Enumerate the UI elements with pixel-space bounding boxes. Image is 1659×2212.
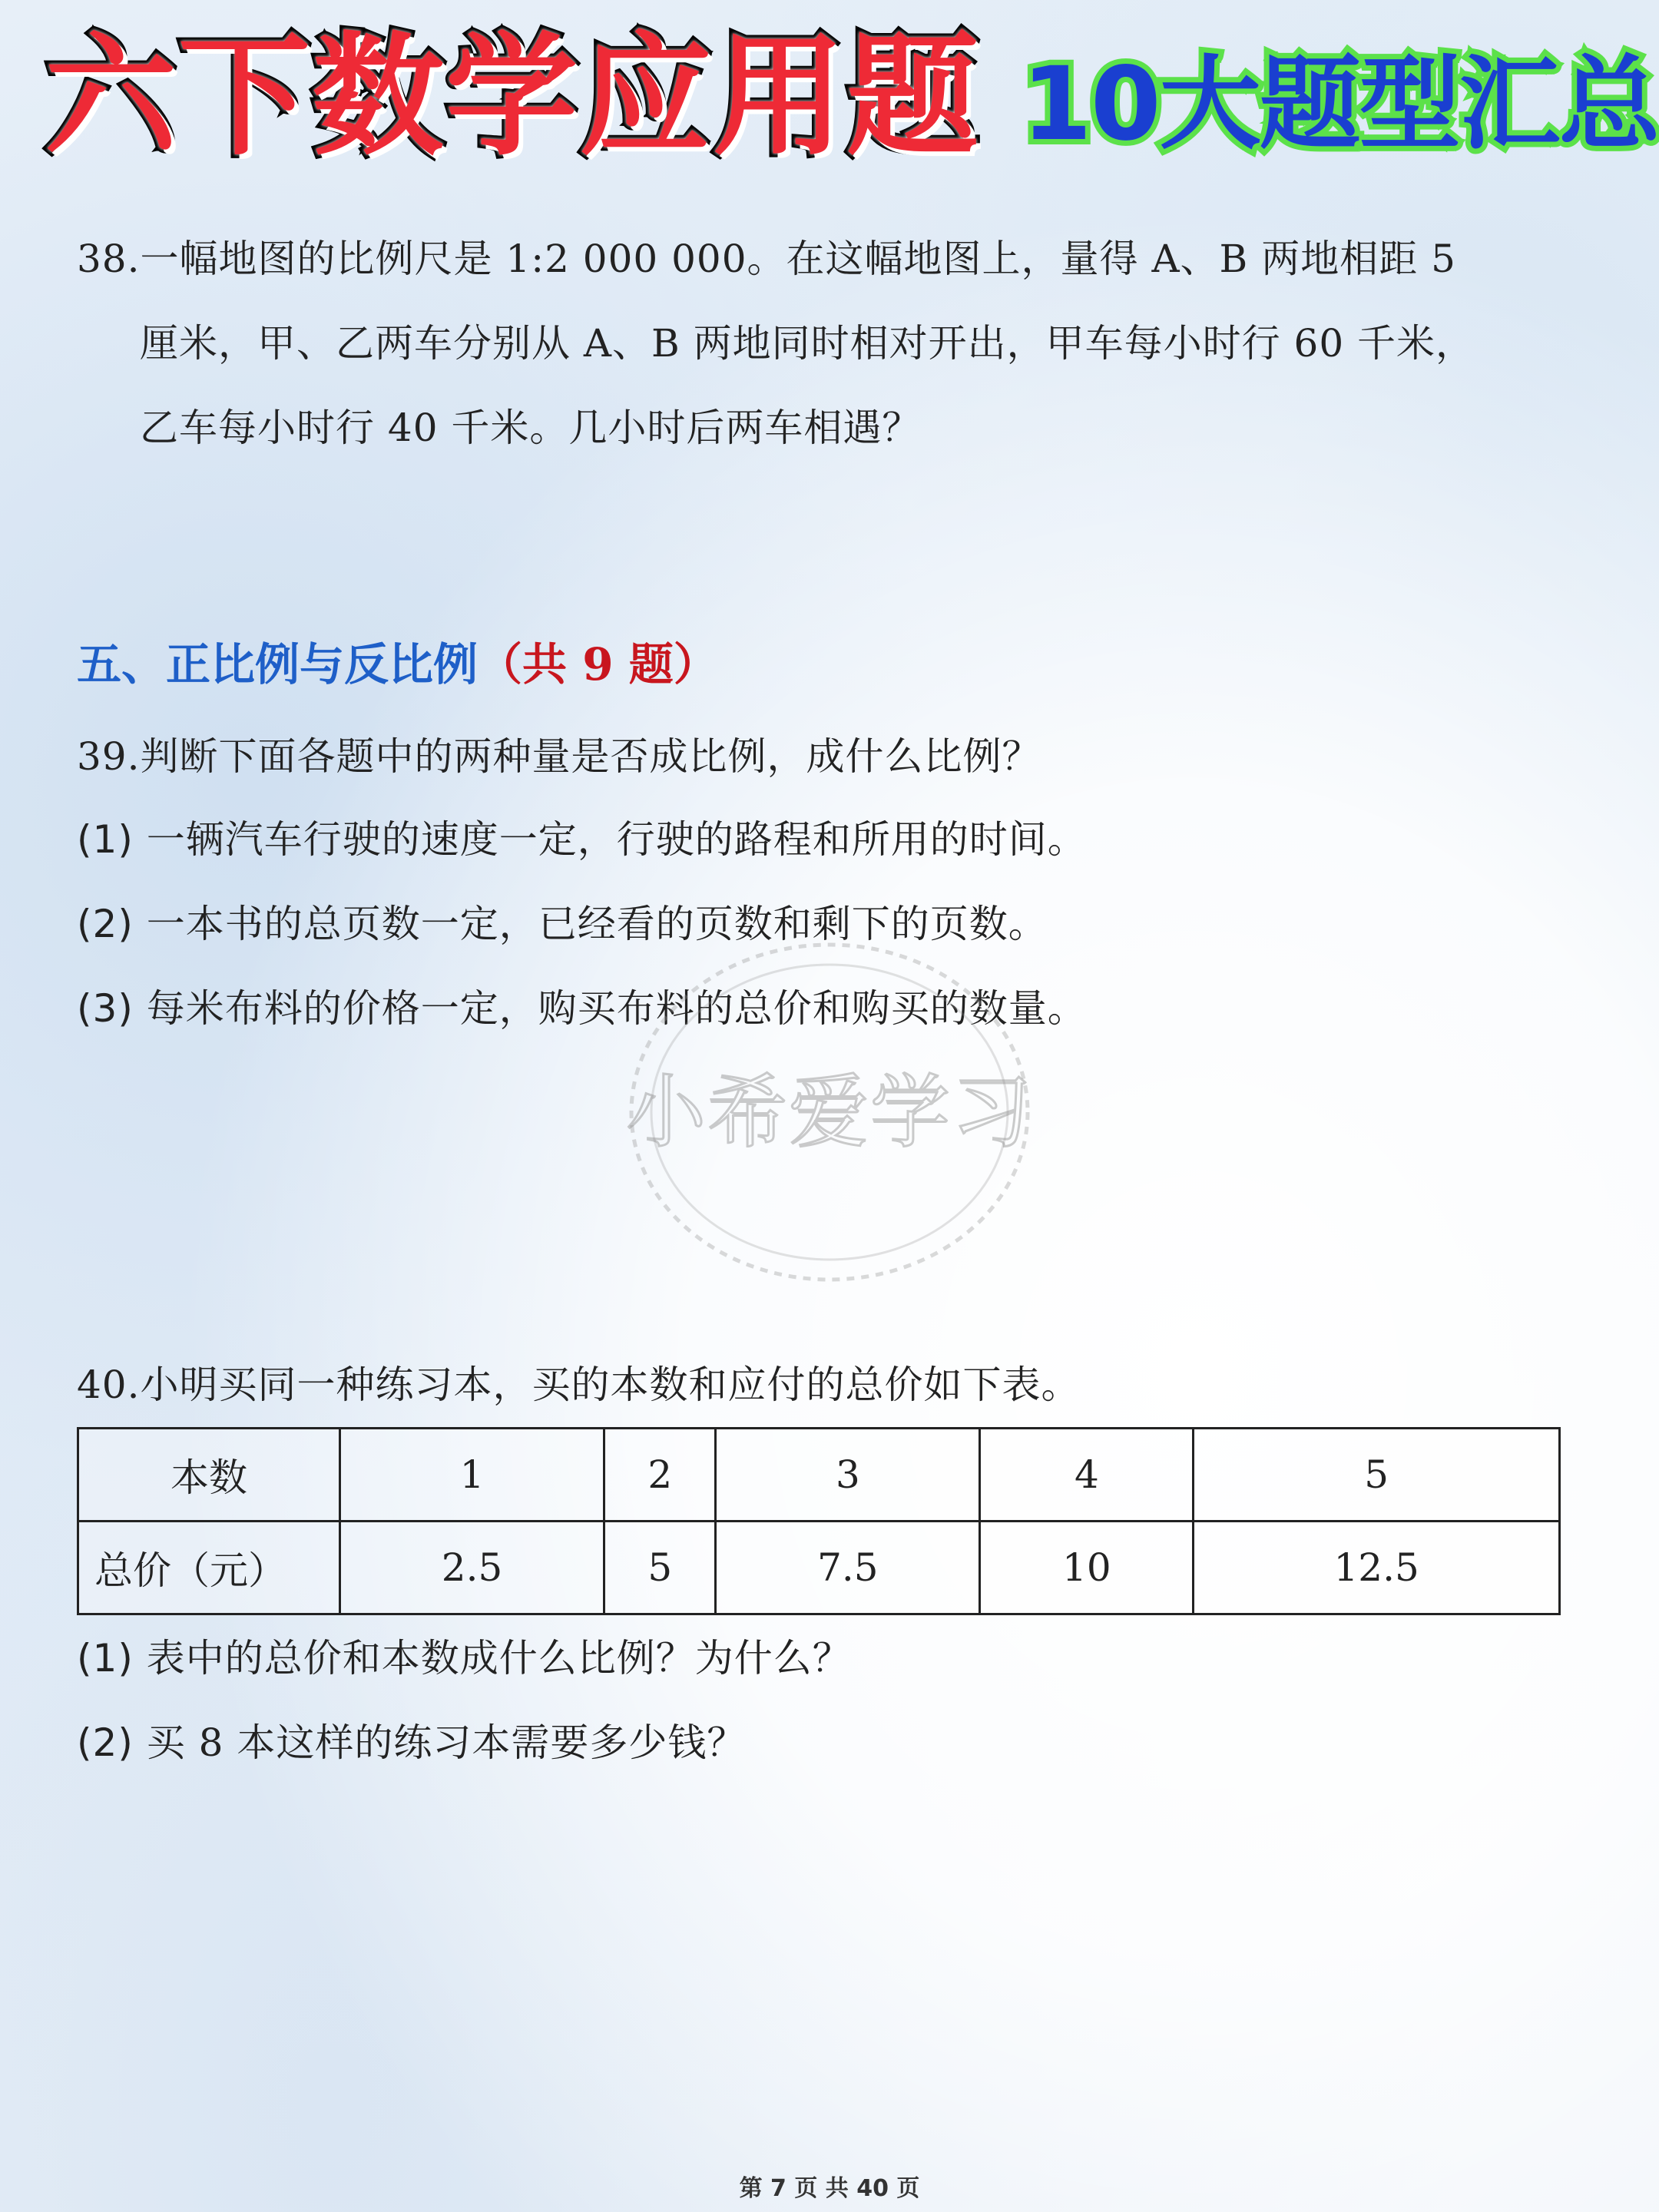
item-number: (1)	[77, 817, 134, 862]
item-text: 一辆汽车行驶的速度一定，行驶的路程和所用的时间。	[146, 817, 1087, 862]
banner-subtitle: 10大题型汇总	[1022, 45, 1659, 164]
item-number: (2)	[77, 1720, 134, 1765]
question-40-stem	[77, 1363, 1081, 1407]
table-row	[78, 1522, 1560, 1614]
watermark-text: 小希爱学习	[625, 1065, 1033, 1159]
table-cell: 7.5	[716, 1522, 980, 1614]
table-cell: 10	[980, 1522, 1194, 1614]
item-text: 表中的总价和本数成什么比例？为什么？	[146, 1636, 852, 1681]
table-cell: 12.5	[1194, 1522, 1560, 1614]
banner-title: 六下数学应用题	[45, 19, 980, 174]
item-text: 每米布料的价格一定，购买布料的总价和购买的数量。	[146, 986, 1087, 1031]
question-38-line1	[77, 217, 1598, 301]
table-row-header: 总价（元）	[78, 1522, 340, 1614]
item-number: (2)	[77, 902, 134, 946]
question-38-line2: 厘米，甲、乙两车分别从 A、B 两地同时相对开出，甲车每小时行 60 千米，	[140, 321, 1475, 366]
question-38-line3: 乙车每小时行 40 千米。几小时后两车相遇？	[140, 406, 922, 450]
page-footer: 第 7 页 共 40 页	[739, 2175, 920, 2202]
question-38	[77, 217, 1598, 470]
table-cell: 5	[604, 1522, 716, 1614]
table-cell: 4	[980, 1429, 1194, 1522]
item-number: (1)	[77, 1636, 134, 1681]
table-cell: 2	[604, 1429, 716, 1522]
question-40-item-2	[77, 1720, 747, 1765]
question-39-stem-text: 判断下面各题中的两种量是否成比例，成什么比例？	[140, 734, 1041, 779]
table-row	[78, 1429, 1560, 1522]
question-39-item-2	[77, 902, 1048, 946]
section-heading	[77, 638, 718, 690]
section-title: 五、正比例与反比例	[77, 638, 478, 690]
question-39-item-1	[77, 817, 1087, 862]
question-39-item-3	[77, 986, 1087, 1031]
question-38-number: 38.	[77, 237, 141, 281]
item-number: (3)	[77, 986, 134, 1031]
question-40-number: 40.	[77, 1363, 141, 1407]
price-table	[77, 1427, 1561, 1615]
table-cell: 3	[716, 1429, 980, 1522]
question-40-item-1	[77, 1636, 852, 1681]
item-text: 买 8 本这样的练习本需要多少钱？	[146, 1720, 747, 1765]
table-cell: 1	[340, 1429, 604, 1522]
question-40-stem-text: 小明买同一种练习本，买的本数和应付的总价如下表。	[140, 1363, 1081, 1407]
table-cell: 5	[1194, 1429, 1560, 1522]
question-39-stem	[77, 734, 1041, 779]
section-count: （共 9 题）	[478, 638, 718, 690]
question-38-line1-text: 一幅地图的比例尺是 1:2 000 000。在这幅地图上，量得 A、B 两地相距 5	[140, 237, 1456, 281]
question-39-number: 39.	[77, 734, 141, 779]
item-text: 一本书的总页数一定，已经看的页数和剩下的页数。	[146, 902, 1048, 946]
table-cell: 2.5	[340, 1522, 604, 1614]
table-row-header: 本数	[78, 1429, 340, 1522]
